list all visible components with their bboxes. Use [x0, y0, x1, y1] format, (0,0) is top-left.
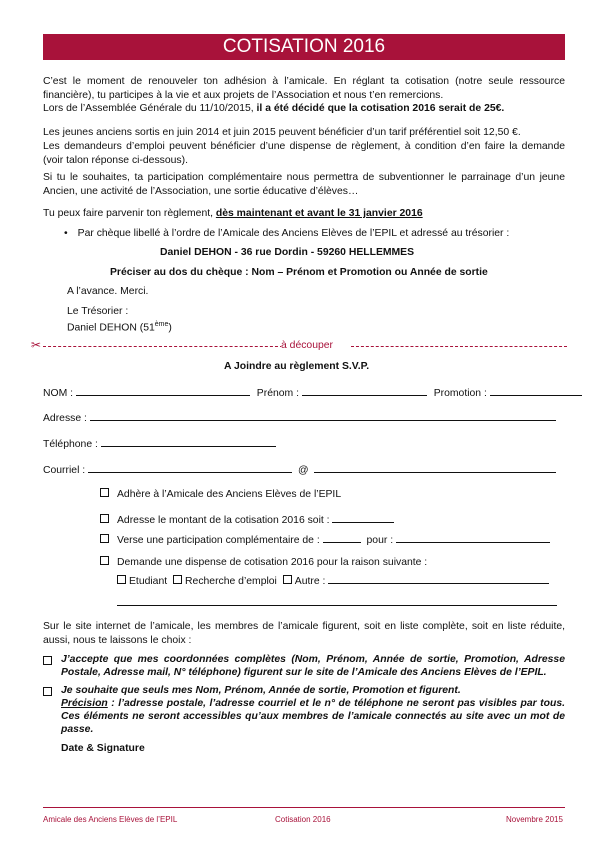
intro-paragraph-2: Les jeunes anciens sortis en juin 2014 et juin 2015 peuvent bénéficier d’un tarif préférentiel soit 12,50 €.	[43, 127, 521, 138]
payment-deadline: Tu peux faire parvenir ton règlement, dès maintenant et avant le 31 janvier 2016	[43, 208, 423, 219]
courriel-domain-field[interactable]	[314, 462, 556, 473]
intro-paragraph-1: C’est le moment de renouveler ton adhésion à l’amicale. En réglant ta cotisation (notre seule ressource financière), tu participes à la vie et aux projets de l’Association et nous t’en remercions. Lors de l’Assemblée Générale du 11/10/2015, il a été décidé que la cotisation 2016 serait de 25€.	[43, 76, 565, 115]
footer-rule	[43, 807, 565, 808]
footer-center: Cotisation 2016	[275, 815, 331, 824]
intro-paragraph-3: Les demandeurs d’emploi peuvent bénéficier d’une dispense de règlement, à condition d’en faire la demande (voir talon réponse ci-dessous).	[43, 141, 565, 166]
checkbox-icon[interactable]	[100, 514, 109, 523]
reason-row: Etudiant Recherche d’emploi Autre :	[117, 573, 549, 588]
footer-right: Novembre 2015	[506, 815, 563, 824]
option-dispense[interactable]: Demande une dispense de cotisation 2016 pour la raison suivante :	[100, 556, 427, 569]
thanks-text: A l’avance. Merci.	[67, 286, 149, 297]
nom-field[interactable]	[76, 385, 250, 396]
checkbox-icon[interactable]	[283, 575, 292, 584]
reason-extra-line[interactable]	[117, 605, 557, 606]
courriel-row: Courriel : @	[43, 462, 556, 477]
name-row: NOM : Prénom : Promotion :	[43, 385, 582, 400]
autre-reason-field[interactable]	[328, 573, 549, 584]
scissors-icon: ✂	[31, 338, 42, 352]
telephone-row: Téléphone :	[43, 436, 276, 451]
option-montant[interactable]: Adresse le montant de la cotisation 2016 soit :	[100, 512, 394, 527]
adresse-row: Adresse :	[43, 410, 556, 425]
footer-left: Amicale des Anciens Elèves de l’EPIL	[43, 815, 178, 824]
checkbox-icon[interactable]	[173, 575, 182, 584]
participation-purpose-field[interactable]	[396, 532, 550, 543]
option-adhere[interactable]: Adhère à l’Amicale des Anciens Elèves de l’EPIL	[100, 488, 341, 501]
date-signature-label: Date & Signature	[61, 743, 145, 754]
treasurer-name: Daniel DEHON (51ème)	[67, 321, 172, 334]
payment-bullet: • Par chèque libellé à l’ordre de l’Amicale des Anciens Elèves de l’EPIL et adressé au trésorier :	[64, 228, 510, 239]
site-choice-reduced[interactable]: Je souhaite que seuls mes Nom, Prénom, Année de sortie, Promotion et figurent. Précision : l’adresse postale, l’adresse courriel et le n° de téléphone ne seront pas visibles par tous. Ces éléments ne seront accessibles qu’aux membres de l’amicale connectés au site avec un mot de passe.	[43, 684, 565, 736]
checkbox-icon[interactable]	[43, 687, 52, 696]
cheque-instructions: Préciser au dos du chèque : Nom – Prénom et Promotion ou Année de sortie	[110, 267, 488, 278]
checkbox-icon[interactable]	[43, 656, 52, 665]
site-intro: Sur le site internet de l’amicale, les membres de l’amicale figurent, soit en liste complète, soit en liste réduite, aussi, nous te laissons le choix :	[43, 621, 565, 646]
form-heading: A Joindre au règlement S.V.P.	[224, 361, 370, 372]
checkbox-icon[interactable]	[100, 556, 109, 565]
checkbox-icon[interactable]	[100, 534, 109, 543]
prenom-field[interactable]	[302, 385, 427, 396]
site-choice-full[interactable]: J’accepte que mes coordonnées complètes (Nom, Prénom, Année de sortie, Promotion, Adresse Postale, Adresse mail, N° téléphone) figurent sur le site de l’Amicale des Anciens Elèves de l’EPIL.	[43, 653, 565, 679]
intro-paragraph-4: Si tu le souhaites, ta participation complémentaire nous permettra de subventionner le parrainage d’un jeune Ancien, une activité de l’Association, une sortie éducative d’élèves…	[43, 172, 565, 197]
montant-field[interactable]	[332, 512, 394, 523]
cut-label: à découper	[281, 340, 333, 351]
page-title: COTISATION 2016	[43, 34, 565, 60]
treasurer-address: Daniel DEHON - 36 rue Dordin - 59260 HELLEMMES	[160, 247, 415, 258]
option-participation[interactable]: Verse une participation complémentaire de : pour :	[100, 532, 550, 547]
checkbox-icon[interactable]	[117, 575, 126, 584]
checkbox-icon[interactable]	[100, 488, 109, 497]
participation-amount-field[interactable]	[323, 532, 361, 543]
adresse-field[interactable]	[90, 410, 556, 421]
treasurer-label: Le Trésorier :	[67, 306, 129, 317]
courriel-user-field[interactable]	[88, 462, 292, 473]
telephone-field[interactable]	[101, 436, 276, 447]
promotion-field[interactable]	[490, 385, 582, 396]
cut-line	[31, 340, 567, 352]
